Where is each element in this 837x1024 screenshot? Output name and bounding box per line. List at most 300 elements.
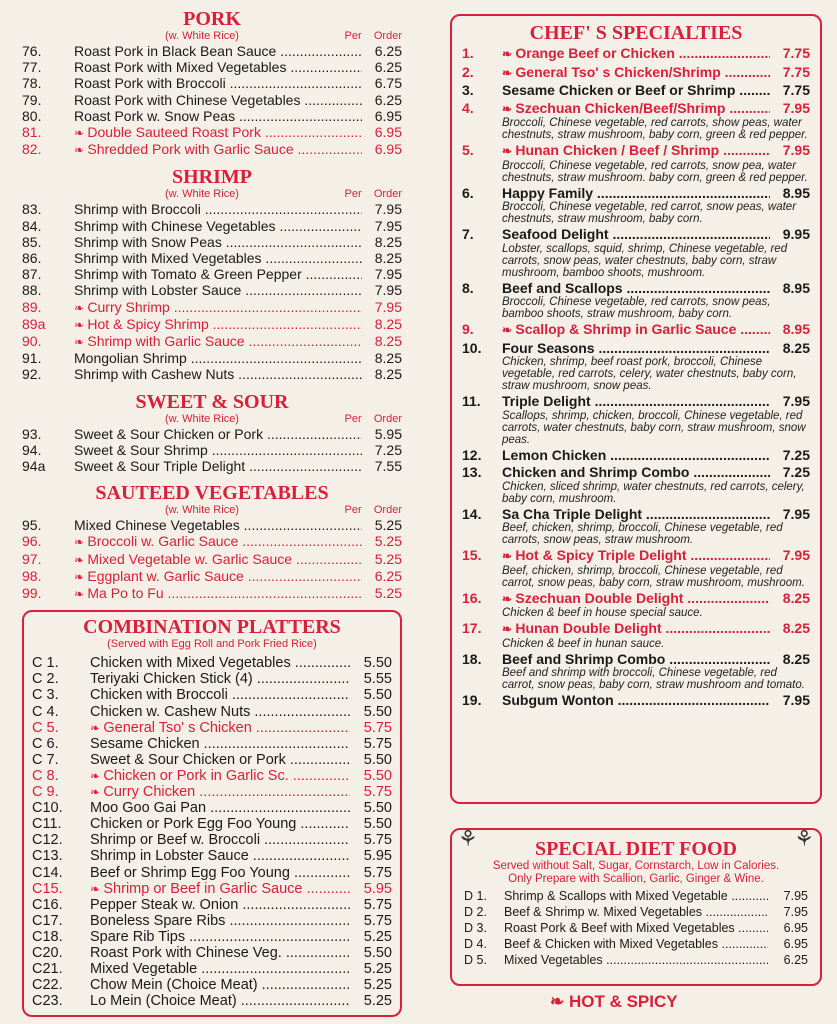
per-label: Per bbox=[344, 188, 362, 201]
menu-item bbox=[462, 281, 810, 297]
item-name-text: Sesame Chicken bbox=[90, 735, 200, 752]
item-price: 6.25 bbox=[783, 953, 808, 967]
per-label: Per bbox=[344, 504, 362, 517]
item-name-text: Four Seasons bbox=[502, 340, 595, 356]
item-number: 89. bbox=[22, 298, 42, 315]
per-order-label bbox=[332, 30, 402, 43]
item-price: 7.95 bbox=[374, 298, 402, 315]
menu-item bbox=[32, 881, 392, 897]
menu-item bbox=[32, 704, 392, 720]
item-price: 5.75 bbox=[363, 832, 392, 849]
menu-item bbox=[32, 720, 392, 736]
item-price: 7.95 bbox=[782, 142, 810, 158]
item-description: Broccoli, Chinese vegetable, red carrots, show peas, water chestnuts, straw mushroom, baby corn, green & red pepper. bbox=[502, 117, 808, 141]
item-number: C11. bbox=[32, 816, 62, 833]
item-name bbox=[90, 977, 350, 993]
chef-item bbox=[462, 46, 810, 63]
menu-item bbox=[22, 43, 402, 59]
menu-item bbox=[32, 977, 392, 993]
chef-item bbox=[462, 143, 810, 184]
item-number: C 3. bbox=[32, 687, 59, 704]
item-description: Broccoli, Chinese vegetable, red carrots, snow pea, water chestnuts, straw mushroom. baby corn, green & red pepper. bbox=[502, 159, 808, 184]
item-name bbox=[74, 333, 362, 350]
item-price: 5.50 bbox=[363, 655, 392, 672]
item-name-text: Sweet & Sour Triple Delight bbox=[74, 458, 246, 475]
item-name-text: Orange Beef or Chicken bbox=[515, 46, 675, 61]
pepper-icon: ❧ bbox=[90, 785, 104, 800]
item-name bbox=[90, 881, 350, 897]
item-number: 10. bbox=[462, 339, 482, 356]
item-price: 5.75 bbox=[363, 896, 392, 913]
menu-item bbox=[32, 865, 392, 881]
item-name bbox=[90, 752, 350, 768]
right-column bbox=[450, 14, 822, 804]
item-name bbox=[90, 961, 350, 977]
item-number: 93. bbox=[22, 425, 42, 442]
item-number: 91. bbox=[22, 350, 42, 367]
item-name-text: Shrimp or Beef w. Broccoli bbox=[90, 832, 261, 849]
item-name-text: General Tso' s Chicken/Shrimp bbox=[515, 64, 721, 80]
item-description: Beef, chicken, shrimp, broccoli, Chinese vegetable, red carrots, snow peas, straw mushroom. bbox=[502, 522, 783, 546]
menu-item bbox=[32, 945, 392, 961]
item-price: 7.95 bbox=[374, 217, 402, 234]
item-price: 5.75 bbox=[363, 784, 392, 801]
item-description: Broccoli, Chinese vegetable, red carrots, snow peas, bamboo shoots, straw mushroom, baby corn. bbox=[502, 296, 771, 320]
item-price: 6.25 bbox=[374, 59, 402, 76]
item-price: 8.95 bbox=[782, 279, 810, 296]
chef-item bbox=[462, 394, 810, 446]
item-price: 8.95 bbox=[782, 184, 810, 201]
section-subtitle bbox=[22, 188, 402, 201]
item-name bbox=[74, 316, 362, 333]
item-price: 7.95 bbox=[782, 692, 810, 708]
item-name bbox=[502, 341, 770, 357]
item-price: 5.75 bbox=[363, 912, 392, 929]
item-name-text: Beef & Chicken with Mixed Vegetables bbox=[504, 937, 719, 951]
pepper-icon: ❧ bbox=[502, 591, 516, 606]
item-name bbox=[74, 517, 362, 533]
menu-item bbox=[22, 568, 402, 585]
item-price: 5.50 bbox=[363, 751, 392, 768]
item-price: 7.95 bbox=[783, 905, 808, 919]
combo-list bbox=[32, 655, 392, 1009]
item-name bbox=[74, 266, 362, 282]
item-price: 7.75 bbox=[782, 63, 810, 80]
item-name-text: Shrimp with Snow Peas bbox=[74, 233, 222, 250]
item-name-text: Shrimp in Lobster Sauce bbox=[90, 848, 249, 865]
pepper-icon: ❧ bbox=[502, 549, 516, 563]
chef-item bbox=[462, 83, 810, 99]
pepper-icon: ❧ bbox=[74, 143, 88, 158]
item-number: D 1. bbox=[464, 889, 487, 903]
pepper-icon: ❧ bbox=[74, 126, 88, 141]
item-number: 77. bbox=[22, 59, 42, 76]
item-name-text: Scallop & Shrimp in Garlic Sauce bbox=[515, 322, 737, 337]
item-name-text: Sweet & Sour Shrimp bbox=[74, 441, 208, 458]
item-number: C12. bbox=[32, 832, 63, 849]
item-number: 6. bbox=[462, 184, 474, 201]
menu-item bbox=[462, 83, 810, 99]
item-name bbox=[90, 768, 350, 784]
item-number: 98. bbox=[22, 567, 42, 584]
item-name-text: Moo Goo Gai Pan bbox=[90, 800, 207, 817]
item-name bbox=[74, 350, 362, 366]
item-name bbox=[502, 143, 770, 160]
menu-item bbox=[22, 234, 402, 250]
item-name bbox=[74, 551, 362, 568]
item-name bbox=[502, 465, 770, 481]
item-name bbox=[74, 299, 362, 316]
item-price: 5.95 bbox=[363, 848, 392, 865]
chef-item bbox=[462, 65, 810, 82]
pepper-icon: ❧ bbox=[74, 317, 88, 332]
item-name-text: Roast Pork with Mixed Vegetables bbox=[74, 59, 287, 76]
item-name-text: Broccoli w. Garlic Sauce bbox=[87, 533, 239, 550]
item-name-text: Beef or Shrimp Egg Foo Young bbox=[90, 864, 290, 881]
item-name-text: Happy Family bbox=[502, 185, 594, 201]
item-price: 7.25 bbox=[374, 441, 402, 458]
item-number: C 6. bbox=[32, 735, 59, 752]
item-name-text: Lo Mein (Choice Meat) bbox=[90, 993, 237, 1010]
per-order-label bbox=[332, 413, 402, 426]
item-number: C10. bbox=[32, 800, 63, 817]
item-name bbox=[74, 218, 362, 234]
menu-item bbox=[464, 904, 808, 920]
item-name bbox=[502, 65, 770, 82]
item-number: C18. bbox=[32, 928, 63, 945]
item-price: 6.25 bbox=[374, 91, 402, 108]
item-number: 92. bbox=[22, 366, 42, 383]
item-name bbox=[90, 655, 350, 671]
item-name-text: Sesame Chicken or Beef or Shrimp bbox=[502, 83, 736, 98]
item-name-text: Sweet & Sour Chicken or Pork bbox=[90, 751, 286, 768]
menu-item bbox=[22, 316, 402, 333]
item-number: C 7. bbox=[32, 751, 59, 768]
item-price: 5.95 bbox=[363, 880, 392, 897]
chef-title: CHEF' S SPECIALTIES bbox=[529, 22, 743, 44]
item-price: 5.75 bbox=[363, 719, 392, 736]
item-number: C15. bbox=[32, 880, 63, 897]
item-number: 13. bbox=[462, 464, 482, 480]
item-name-text: Curry Chicken bbox=[103, 784, 196, 801]
item-number: C14. bbox=[32, 864, 63, 881]
menu-item bbox=[22, 366, 402, 382]
per-label: Per bbox=[344, 412, 362, 425]
item-price: 6.75 bbox=[374, 75, 402, 92]
menu-item bbox=[22, 201, 402, 217]
item-number: C 2. bbox=[32, 671, 59, 688]
hot-spicy-legend bbox=[550, 992, 678, 1012]
pepper-icon: ❧ bbox=[502, 101, 516, 116]
item-number: 12. bbox=[462, 446, 482, 463]
item-name bbox=[90, 832, 350, 848]
item-price: 6.95 bbox=[374, 141, 402, 158]
item-number: C 9. bbox=[32, 784, 59, 801]
item-price: 5.50 bbox=[363, 800, 392, 817]
chef-item bbox=[462, 621, 810, 650]
item-number: 83. bbox=[22, 201, 42, 218]
item-name bbox=[502, 507, 770, 523]
item-number: C 4. bbox=[32, 703, 59, 720]
item-name-text: Beef and Shrimp Combo bbox=[502, 651, 666, 667]
item-name-text: Curry Shrimp bbox=[87, 298, 170, 315]
item-number: 18. bbox=[462, 650, 482, 667]
dancer-figure-icon: ⚘ bbox=[458, 826, 478, 851]
item-name-text: Sa Cha Triple Delight bbox=[502, 506, 643, 522]
item-name bbox=[74, 366, 362, 382]
item-price: 5.25 bbox=[363, 977, 392, 994]
item-name bbox=[74, 250, 362, 266]
item-name-text: Roast Pork with Broccoli bbox=[74, 75, 226, 92]
item-name-text: Beef & Shrimp w. Mixed Vegetables bbox=[504, 905, 703, 919]
menu-item bbox=[462, 652, 810, 668]
diet-title: SPECIAL DIET FOOD bbox=[535, 838, 737, 860]
menu-item bbox=[32, 961, 392, 977]
item-name bbox=[90, 865, 350, 881]
item-name-text: Mongolian Shrimp bbox=[74, 350, 187, 367]
item-number: C20. bbox=[32, 944, 63, 961]
item-price: 7.95 bbox=[374, 201, 402, 218]
item-number: D 3. bbox=[464, 921, 487, 935]
item-number: 79. bbox=[22, 91, 42, 108]
item-name-text: Pepper Steak w. Onion bbox=[90, 896, 239, 913]
item-name bbox=[90, 800, 350, 816]
item-price: 5.25 bbox=[363, 961, 392, 978]
item-number: 7. bbox=[462, 226, 474, 242]
item-price: 7.75 bbox=[782, 82, 810, 98]
item-name-text: Hot & Spicy Triple Delight bbox=[515, 548, 687, 563]
item-name bbox=[90, 704, 350, 720]
pepper-icon: ❧ bbox=[550, 992, 565, 1011]
item-name bbox=[502, 621, 770, 638]
item-number: 9. bbox=[462, 321, 474, 337]
pepper-icon: ❧ bbox=[90, 881, 104, 896]
item-number: 1. bbox=[462, 45, 474, 61]
item-number: 8. bbox=[462, 279, 474, 296]
special-diet-box bbox=[450, 828, 822, 986]
item-name bbox=[502, 591, 770, 608]
item-name-text: Seafood Delight bbox=[502, 227, 609, 242]
item-description: Lobster, scallops, squid, shrimp, Chinese vegetable, red carrots, snow peas, water chestnuts, baby corn, straw mushroom, bamboo shoots, mushroom. bbox=[502, 242, 788, 279]
menu-item bbox=[32, 929, 392, 945]
item-number: 16. bbox=[462, 589, 482, 606]
item-number: C22. bbox=[32, 977, 63, 994]
item-price: 6.95 bbox=[374, 107, 402, 124]
item-name bbox=[90, 929, 350, 945]
item-price: 8.25 bbox=[374, 250, 402, 267]
menu-item bbox=[22, 551, 402, 568]
item-number: 85. bbox=[22, 233, 42, 250]
item-name-text: Roast Pork & Beef with Mixed Vegetables bbox=[504, 921, 735, 935]
item-name-text: Triple Delight bbox=[502, 394, 591, 409]
item-price: 5.55 bbox=[363, 671, 392, 688]
diet-note-2: Only Prepare with Scallion, Garlic, Ginger & Wine. bbox=[508, 873, 764, 885]
menu-item bbox=[464, 920, 808, 936]
item-number: D 2. bbox=[464, 905, 487, 919]
item-price: 7.25 bbox=[782, 464, 810, 480]
item-price: 7.95 bbox=[782, 547, 810, 563]
section-title: PORK bbox=[183, 8, 241, 30]
combo-title: COMBINATION PLATTERS bbox=[83, 616, 341, 639]
pepper-icon: ❧ bbox=[502, 323, 516, 337]
item-name-text: Shrimp with Cashew Nuts bbox=[74, 366, 235, 383]
order-label: Order bbox=[373, 504, 402, 517]
item-name-text: Eggplant w. Garlic Sauce bbox=[87, 567, 244, 584]
menu-item bbox=[462, 394, 810, 410]
chef-item bbox=[462, 341, 810, 393]
item-name bbox=[502, 652, 770, 668]
item-price: 5.50 bbox=[363, 703, 392, 720]
item-name bbox=[502, 548, 770, 565]
order-label: Order bbox=[373, 188, 402, 201]
menu-item bbox=[32, 848, 392, 864]
item-number: 4. bbox=[462, 99, 474, 116]
menu-item bbox=[462, 322, 810, 339]
item-name bbox=[90, 784, 350, 800]
item-name bbox=[90, 913, 350, 929]
item-name bbox=[502, 186, 770, 202]
item-name bbox=[502, 101, 770, 118]
menu-item bbox=[464, 952, 808, 968]
item-name-text: Chicken and Shrimp Combo bbox=[502, 465, 690, 480]
item-name bbox=[90, 720, 350, 736]
item-price: 8.25 bbox=[782, 589, 810, 606]
item-price: 6.25 bbox=[374, 567, 402, 584]
item-price: 5.50 bbox=[363, 944, 392, 961]
menu-item bbox=[32, 913, 392, 929]
item-name bbox=[74, 141, 362, 158]
item-price: 5.75 bbox=[363, 735, 392, 752]
item-name bbox=[74, 442, 362, 458]
menu-item bbox=[22, 426, 402, 442]
item-number: 96. bbox=[22, 533, 42, 550]
chef-item bbox=[462, 281, 810, 321]
menu-item bbox=[462, 591, 810, 608]
pepper-icon: ❧ bbox=[90, 720, 104, 735]
item-name-text: Sweet & Sour Chicken or Pork bbox=[74, 425, 264, 442]
item-name bbox=[74, 282, 362, 298]
pepper-icon: ❧ bbox=[502, 622, 516, 636]
item-name bbox=[502, 322, 770, 339]
item-number: 94a bbox=[22, 458, 46, 475]
item-name-text: Subgum Wonton bbox=[502, 693, 614, 708]
item-price: 7.95 bbox=[374, 266, 402, 283]
chef-item bbox=[462, 507, 810, 547]
item-name-text: Ma Po to Fu bbox=[87, 585, 164, 602]
item-number: 90. bbox=[22, 333, 42, 350]
item-price: 8.25 bbox=[374, 350, 402, 367]
chef-item bbox=[462, 548, 810, 589]
left-column bbox=[22, 8, 402, 1017]
menu-item bbox=[22, 442, 402, 458]
item-name bbox=[502, 227, 770, 243]
per-order-label bbox=[332, 188, 402, 201]
menu-item bbox=[462, 465, 810, 481]
chef-item bbox=[462, 465, 810, 505]
item-name bbox=[74, 59, 362, 75]
item-number: C 1. bbox=[32, 655, 59, 672]
item-name-text: Double Sauteed Roast Pork bbox=[87, 124, 261, 141]
item-name bbox=[90, 848, 350, 864]
chef-item bbox=[462, 693, 810, 709]
item-name bbox=[504, 936, 768, 952]
item-name-text: Boneless Spare Ribs bbox=[90, 912, 226, 929]
item-name-text: Roast Pork in Black Bean Sauce bbox=[74, 43, 277, 59]
menu-item bbox=[462, 507, 810, 523]
item-price: 5.50 bbox=[363, 767, 392, 784]
item-name bbox=[504, 952, 768, 968]
item-name-text: Chicken w. Cashew Nuts bbox=[90, 703, 251, 720]
menu-item bbox=[32, 736, 392, 752]
menu-item bbox=[32, 897, 392, 913]
item-name bbox=[502, 448, 770, 464]
diet-note-1: Served without Salt, Sugar, Cornstarch, Low in Calories. bbox=[492, 860, 780, 872]
item-number: 94. bbox=[22, 441, 42, 458]
item-name-text: Hunan Double Delight bbox=[515, 621, 662, 636]
item-name-text: Shrimp with Tomato & Green Pepper bbox=[74, 266, 302, 283]
menu-item bbox=[464, 936, 808, 952]
item-name-text: Shrimp & Scallops with Mixed Vegetable bbox=[504, 889, 728, 903]
item-number: 99. bbox=[22, 585, 42, 602]
item-price: 8.25 bbox=[782, 620, 810, 636]
chefs-specialties-box bbox=[450, 14, 822, 804]
menu-item bbox=[32, 816, 392, 832]
section-title: SAUTEED VEGETABLES bbox=[95, 482, 329, 505]
item-number: C 8. bbox=[32, 767, 59, 784]
legend-label: HOT & SPICY bbox=[568, 992, 678, 1011]
section-note: (w. White Rice) bbox=[165, 412, 239, 425]
menu-item bbox=[32, 784, 392, 800]
item-price: 7.95 bbox=[782, 99, 810, 116]
menu-item bbox=[462, 621, 810, 638]
item-name bbox=[74, 426, 362, 442]
menu-item bbox=[32, 993, 392, 1009]
item-name bbox=[74, 124, 362, 141]
item-number: C16. bbox=[32, 896, 63, 913]
item-name-text: Lemon Chicken bbox=[502, 447, 607, 463]
item-name bbox=[74, 108, 362, 124]
item-number: C13. bbox=[32, 848, 63, 865]
item-name bbox=[90, 671, 350, 687]
section-subtitle bbox=[22, 504, 402, 517]
section-note: (w. White Rice) bbox=[165, 30, 239, 42]
menu-item bbox=[22, 458, 402, 474]
item-price: 9.95 bbox=[782, 226, 810, 242]
menu-item bbox=[22, 218, 402, 234]
pepper-icon: ❧ bbox=[74, 535, 88, 550]
item-name bbox=[74, 234, 362, 250]
item-price: 8.25 bbox=[374, 315, 402, 332]
item-price: 5.75 bbox=[363, 864, 392, 881]
pepper-icon: ❧ bbox=[74, 569, 88, 584]
item-name bbox=[74, 43, 362, 59]
item-name-text: Mixed Chinese Vegetables bbox=[74, 517, 240, 534]
item-number: 19. bbox=[462, 692, 482, 708]
item-name bbox=[74, 458, 362, 474]
item-price: 5.25 bbox=[374, 517, 402, 534]
item-name-text: Teriyaki Chicken Stick (4) bbox=[90, 671, 253, 688]
menu-item bbox=[462, 65, 810, 82]
menu-item bbox=[32, 687, 392, 703]
chef-item bbox=[462, 227, 810, 279]
menu-item bbox=[22, 250, 402, 266]
item-name-text: Hot & Spicy Shrimp bbox=[87, 315, 209, 332]
item-price: 5.25 bbox=[374, 585, 402, 602]
menu-item bbox=[22, 92, 402, 108]
item-price: 6.95 bbox=[374, 124, 402, 141]
item-name bbox=[74, 568, 362, 585]
item-name-text: Beef and Scallops bbox=[502, 280, 623, 296]
